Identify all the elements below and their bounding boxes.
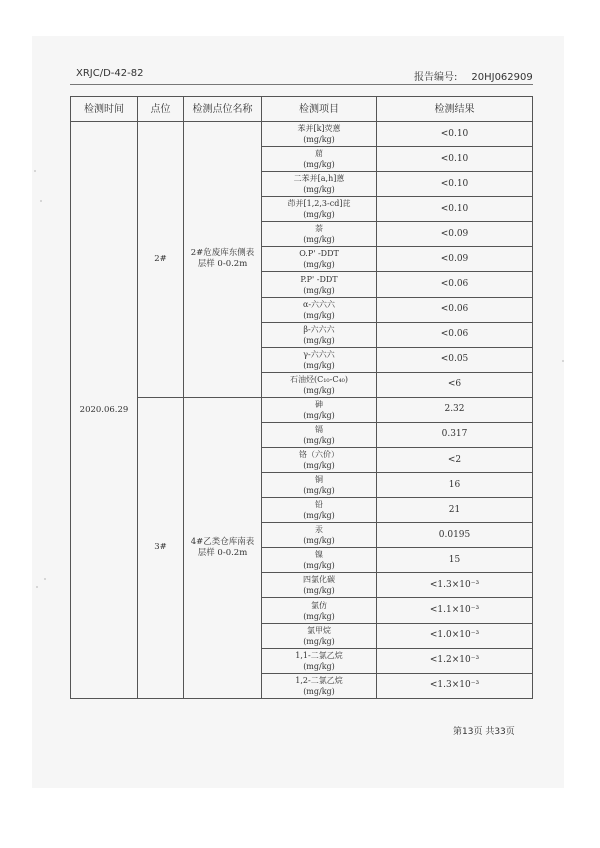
test-item-unit: (mg/kg) <box>303 260 335 270</box>
test-item <box>262 498 377 523</box>
test-result: <1.2×10⁻³ <box>377 648 533 673</box>
col-header-item: 检测项目 <box>262 97 377 122</box>
test-item-unit: (mg/kg) <box>303 511 335 521</box>
test-item <box>262 573 377 598</box>
test-item-unit: (mg/kg) <box>303 285 335 295</box>
test-item <box>262 397 377 422</box>
test-result: <0.06 <box>377 322 533 347</box>
test-item <box>262 322 377 347</box>
test-item-unit: (mg/kg) <box>303 135 335 145</box>
test-result: <1.0×10⁻³ <box>377 623 533 648</box>
test-item-name: 氯仿 <box>311 600 327 610</box>
test-item-name: 石油烃(C₁₀-C₄₀) <box>289 374 348 384</box>
test-result: <0.10 <box>377 172 533 197</box>
test-result: <0.05 <box>377 347 533 372</box>
test-item <box>262 147 377 172</box>
test-result: 0.0195 <box>377 523 533 548</box>
results-table <box>70 96 533 699</box>
test-result: <0.06 <box>377 297 533 322</box>
report-number <box>414 68 533 83</box>
test-item <box>262 197 377 222</box>
test-item <box>262 297 377 322</box>
document-code: XRJC/D-42-82 <box>76 68 144 79</box>
test-item-name: O.P' -DDT <box>299 249 339 259</box>
test-item-unit: (mg/kg) <box>303 210 335 220</box>
test-result: <2 <box>377 448 533 473</box>
report-number-label: 报告编号: <box>414 72 458 83</box>
test-result: <1.3×10⁻³ <box>377 573 533 598</box>
test-item-unit: (mg/kg) <box>303 461 335 471</box>
col-header-time: 检测时间 <box>71 97 138 122</box>
col-header-point-name: 检测点位名称 <box>184 97 262 122</box>
test-item-unit: (mg/kg) <box>303 536 335 546</box>
test-item-name: 汞 <box>315 525 323 535</box>
test-item-unit: (mg/kg) <box>303 486 335 496</box>
test-result: 21 <box>377 498 533 523</box>
test-item-name: 茚并[1,2,3-cd]芘 <box>287 199 351 209</box>
test-item-unit: (mg/kg) <box>303 586 335 596</box>
test-item <box>262 473 377 498</box>
test-item <box>262 648 377 673</box>
test-item <box>262 372 377 397</box>
test-item-unit: (mg/kg) <box>303 561 335 571</box>
test-result: <1.3×10⁻³ <box>377 673 533 698</box>
test-item-name: β-六六六 <box>303 324 335 334</box>
test-item-name: 四氯化碳 <box>303 575 335 585</box>
test-item-unit: (mg/kg) <box>303 435 335 445</box>
report-number-value: 20HJ062909 <box>471 72 533 83</box>
test-item-name: 镍 <box>315 550 323 560</box>
test-item-unit: (mg/kg) <box>303 686 335 696</box>
test-item <box>262 272 377 297</box>
test-item-unit: (mg/kg) <box>303 636 335 646</box>
point-name-line1: 2#危废库东侧表 <box>190 248 255 259</box>
test-item-name: 苯并[k]荧蒽 <box>297 124 341 134</box>
test-item-name: 萘 <box>315 224 323 234</box>
test-item-name: 1,2-二氯乙烷 <box>295 675 343 685</box>
test-result: <0.10 <box>377 147 533 172</box>
test-result: <0.06 <box>377 272 533 297</box>
table-header-row <box>71 97 533 122</box>
test-item <box>262 122 377 147</box>
col-header-result: 检测结果 <box>377 97 533 122</box>
test-result: 15 <box>377 548 533 573</box>
test-result: <0.09 <box>377 222 533 247</box>
test-result: 0.317 <box>377 422 533 447</box>
test-date: 2020.06.29 <box>71 122 138 699</box>
test-item-name: 䓛 <box>315 149 323 159</box>
test-result: <0.10 <box>377 197 533 222</box>
page-number: 第13页 共33页 <box>453 727 515 737</box>
test-item <box>262 548 377 573</box>
test-item <box>262 448 377 473</box>
test-item <box>262 172 377 197</box>
test-item-unit: (mg/kg) <box>303 385 335 395</box>
test-item-name: 二苯并[a,h]蒽 <box>293 174 345 184</box>
test-item <box>262 347 377 372</box>
test-item <box>262 523 377 548</box>
point-name-line2: 层样 0-0.2m <box>197 259 248 270</box>
test-item <box>262 247 377 272</box>
test-item <box>262 673 377 698</box>
test-item-name: γ-六六六 <box>303 349 335 359</box>
test-item-name: 砷 <box>315 399 323 409</box>
point-id: 3# <box>138 397 184 698</box>
test-result: 2.32 <box>377 397 533 422</box>
test-result: <0.09 <box>377 247 533 272</box>
point-name-line1: 4#乙类仓库南表 <box>190 536 255 547</box>
test-result: <6 <box>377 372 533 397</box>
test-item <box>262 422 377 447</box>
test-item-name: α-六六六 <box>302 299 336 309</box>
test-item <box>262 222 377 247</box>
test-item-unit: (mg/kg) <box>303 360 335 370</box>
point-name <box>184 122 262 398</box>
test-item <box>262 623 377 648</box>
table-row <box>71 122 533 147</box>
col-header-point: 点位 <box>138 97 184 122</box>
test-item-unit: (mg/kg) <box>303 661 335 671</box>
test-item-name: 1,1-二氯乙烷 <box>295 650 343 660</box>
test-item <box>262 598 377 623</box>
point-name <box>184 397 262 698</box>
test-item-name: 铬（六价） <box>299 450 339 460</box>
test-item-unit: (mg/kg) <box>303 160 335 170</box>
test-result: 16 <box>377 473 533 498</box>
test-item-name: 氯甲烷 <box>307 625 331 635</box>
test-item-name: 铅 <box>315 500 323 510</box>
test-item-unit: (mg/kg) <box>303 410 335 420</box>
header-divider <box>70 84 533 85</box>
point-name-line2: 层样 0-0.2m <box>197 547 248 558</box>
test-result: <1.1×10⁻³ <box>377 598 533 623</box>
test-item-unit: (mg/kg) <box>303 611 335 621</box>
test-item-unit: (mg/kg) <box>303 335 335 345</box>
table-row <box>71 397 533 422</box>
test-item-unit: (mg/kg) <box>303 185 335 195</box>
test-item-name: P.P' -DDT <box>300 274 338 284</box>
test-item-unit: (mg/kg) <box>303 235 335 245</box>
point-id: 2# <box>138 122 184 398</box>
test-item-name: 镉 <box>315 424 323 434</box>
test-item-unit: (mg/kg) <box>303 310 335 320</box>
test-item-name: 铜 <box>315 475 323 485</box>
test-result: <0.10 <box>377 122 533 147</box>
